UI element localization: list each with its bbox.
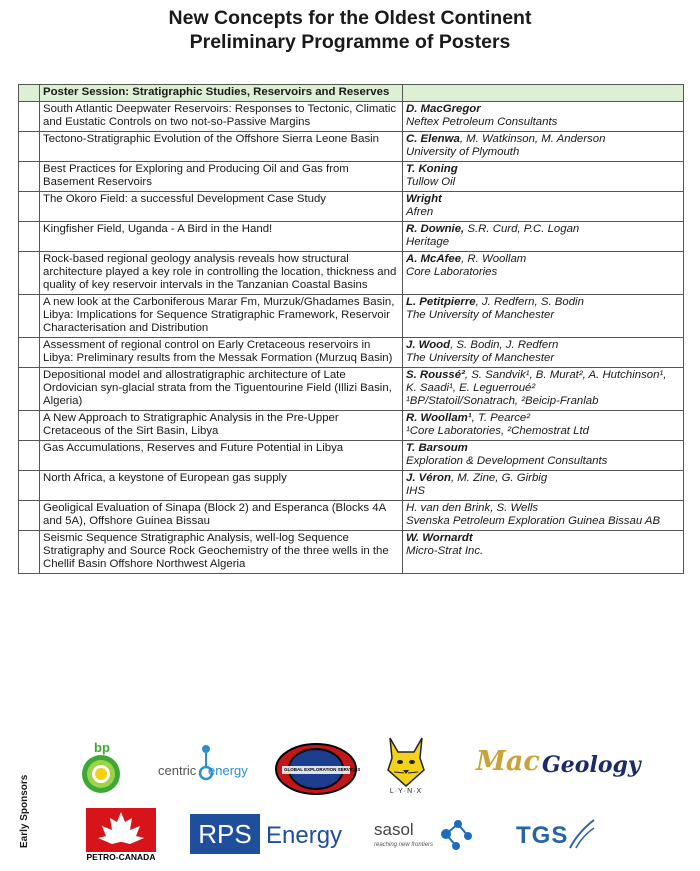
poster-authors: [403, 441, 684, 471]
row-marker: [19, 531, 40, 574]
poster-authors: [403, 132, 684, 162]
poster-title: South Atlantic Deepwater Reservoirs: Responses to Tectonic, Climatic and Eustatic Controls on two not-so-Passive Margins: [40, 102, 403, 132]
poster-title: Tectono-Stratigraphic Evolution of the Offshore Sierra Leone Basin: [40, 132, 403, 162]
lead-author: A. McAfee: [406, 253, 462, 265]
row-marker: [19, 501, 40, 531]
affiliation: University of Plymouth: [406, 146, 520, 158]
lynx-head-icon: [386, 736, 426, 788]
poster-row: [19, 338, 684, 368]
poster-table: [18, 84, 684, 574]
row-marker: [19, 192, 40, 222]
macgeology-geology: Geology: [542, 752, 641, 778]
affiliation: Heritage: [406, 236, 450, 248]
affiliation: ¹BP/Statoil/Sonatrach, ²Beicip-Franlab: [406, 395, 599, 407]
rps-energy-wordmark: Energy: [266, 822, 343, 849]
poster-title: North Africa, a keystone of European gas supply: [40, 471, 403, 501]
poster-row: [19, 295, 684, 338]
affiliation: Exploration & Development Consultants: [406, 455, 608, 467]
row-marker: [19, 132, 40, 162]
session-heading-blank: [403, 85, 684, 102]
lynx-logo: [386, 736, 426, 798]
affiliation: Micro-Strat Inc.: [406, 545, 484, 557]
row-marker: [19, 295, 40, 338]
poster-authors: [403, 102, 684, 132]
page-title: [0, 6, 700, 54]
poster-title: A new look at the Carboniferous Marar Fm, Murzuk/Ghadames Basin, Libya: Implications for Sequence Stratigraphic Framework, Reservoir Characterisation and Distribution: [40, 295, 403, 338]
rps-wordmark: RPS: [190, 814, 260, 854]
co-authors: , T. Pearce²: [471, 412, 531, 424]
title-line-1: New Concepts for the Oldest Continent: [168, 7, 532, 29]
lead-author: R. Woollam¹: [406, 412, 472, 424]
poster-row: [19, 411, 684, 441]
poster-row: [19, 531, 684, 574]
poster-title: A New Approach to Stratigraphic Analysis in the Pre-Upper Cretaceous of the Sirt Basin, Libya: [40, 411, 403, 441]
poster-row: [19, 252, 684, 295]
poster-authors: [403, 338, 684, 368]
poster-title: Rock-based regional geology analysis reveals how structural architecture played a key role in controlling the location, thickness and quality of key reservoir intervals in the Tanzanian Coastal Basins: [40, 252, 403, 295]
poster-authors: [403, 471, 684, 501]
sasol-wordmark: sasol: [374, 820, 414, 839]
poster-title: Gas Accumulations, Reserves and Future Potential in Libya: [40, 441, 403, 471]
tgs-wordmark: TGS: [516, 822, 569, 849]
affiliation: Svenska Petroleum Exploration Guinea Bissau AB: [406, 515, 661, 527]
poster-authors: [403, 295, 684, 338]
lynx-wordmark: L·Y·N·X: [389, 788, 423, 795]
poster-title: Seismic Sequence Stratigraphic Analysis, well-log Sequence Stratigraphy and Source Rock Geochemistry of the three wells in the Chellif Basin Offshore Northwest Algeria: [40, 531, 403, 574]
affiliation: Tullow Oil: [406, 176, 456, 188]
title-line-2: Preliminary Programme of Posters: [189, 31, 511, 53]
lead-author: D. MacGregor: [406, 103, 481, 115]
lead-author: T. Koning: [406, 163, 458, 175]
poster-authors: [403, 501, 684, 531]
poster-title: Kingfisher Field, Uganda - A Bird in the Hand!: [40, 222, 403, 252]
affiliation: Core Laboratories: [406, 266, 498, 278]
lead-author: C. Elenwa: [406, 133, 460, 145]
poster-title: The Okoro Field: a successful Development Case Study: [40, 192, 403, 222]
row-marker: [19, 102, 40, 132]
poster-title: Assessment of regional control on Early Cretaceous reservoirs in Libya: Preliminary results from the Messak Formation (Murzuq Basin): [40, 338, 403, 368]
lead-author: J. Véron: [406, 472, 451, 484]
poster-authors: [403, 192, 684, 222]
co-authors: , M. Zine, G. Girbig: [450, 472, 548, 484]
poster-authors: [403, 252, 684, 295]
row-marker: [19, 222, 40, 252]
rps-energy-logo: [190, 814, 344, 854]
row-marker: [19, 411, 40, 441]
poster-title: Depositional model and allostratigraphic architecture of Late Ordovician syn-glacial strata from the Tiguentourine Field (Illizi Basin, Algeria): [40, 368, 403, 411]
petro-canada-wordmark: PETRO-CANADA: [86, 852, 156, 862]
row-marker: [19, 368, 40, 411]
lead-author: J. Wood: [406, 339, 451, 351]
co-authors: , S. Sandvik¹, B. Murat², A. Hutchinson¹, K. Saadi¹, E. Leguerroué²: [406, 369, 667, 394]
session-header-row: [19, 85, 684, 102]
sasol-molecule-icon: [438, 816, 474, 852]
poster-authors: [403, 162, 684, 192]
tgs-logo: [516, 818, 596, 854]
centric-energy-wordmark: energy: [208, 763, 248, 778]
co-authors: , M. Watkinson, M. Anderson: [459, 133, 606, 145]
poster-authors: [403, 531, 684, 574]
macgeology-logo: [476, 746, 658, 786]
lead-author: S. Roussé²: [406, 369, 465, 381]
poster-row: [19, 501, 684, 531]
affiliation: The University of Manchester: [406, 309, 555, 321]
maple-leaf-icon: [86, 808, 156, 852]
poster-row: [19, 102, 684, 132]
row-marker: [19, 162, 40, 192]
row-marker: [19, 338, 40, 368]
row-marker: [19, 252, 40, 295]
poster-row: [19, 192, 684, 222]
sasol-logo: [374, 816, 474, 856]
sasol-tagline: reaching new frontiers: [374, 842, 434, 848]
co-authors: , S. Bodin, J. Redfern: [450, 339, 559, 351]
poster-row: [19, 441, 684, 471]
lead-author: L. Petitpierre: [406, 296, 476, 308]
poster-row: [19, 368, 684, 411]
affiliation: ¹Core Laboratories, ²Chemostrat Ltd: [406, 425, 589, 437]
poster-authors: [403, 222, 684, 252]
bp-helios-icon: [78, 754, 124, 794]
row-marker: [19, 441, 40, 471]
poster-authors: [403, 368, 684, 411]
global-exploration-text: GLOBAL EXPLORATION SERVICES: [284, 767, 361, 772]
centric-wordmark: centric: [158, 763, 197, 778]
co-authors: , J. Redfern, S. Bodin: [475, 296, 584, 308]
poster-row: [19, 222, 684, 252]
tgs-swoosh-icon: [566, 818, 596, 850]
row-marker: [19, 85, 40, 102]
co-authors: H. van den Brink, S. Wells: [406, 502, 539, 514]
poster-authors: [403, 411, 684, 441]
global-exploration-logo: [274, 742, 361, 796]
poster-title: Best Practices for Exploring and Producing Oil and Gas from Basement Reservoirs: [40, 162, 403, 192]
lead-author: Wright: [406, 193, 442, 205]
affiliation: Neftex Petroleum Consultants: [406, 116, 558, 128]
lead-author: R. Downie,: [406, 223, 465, 235]
row-marker: [19, 471, 40, 501]
bp-logo: [78, 742, 124, 794]
poster-row: [19, 162, 684, 192]
lead-author: W. Wornardt: [406, 532, 473, 544]
affiliation: Afren: [406, 206, 434, 218]
session-heading: Poster Session: Stratigraphic Studies, Reservoirs and Reserves: [40, 85, 403, 102]
sponsors-label: Early Sponsors: [19, 774, 30, 848]
poster-row: [19, 132, 684, 162]
co-authors: , R. Woollam: [461, 253, 527, 265]
co-authors: S.R. Curd, P.C. Logan: [464, 223, 580, 235]
poster-row: [19, 471, 684, 501]
lead-author: T. Barsoum: [406, 442, 468, 454]
macgeology-mac: Mac: [476, 746, 540, 777]
petro-canada-logo: [86, 808, 156, 864]
affiliation: IHS: [406, 485, 425, 497]
affiliation: The University of Manchester: [406, 352, 555, 364]
centric-energy-logo: [158, 743, 250, 793]
poster-title: Geoligical Evaluation of Sinapa (Block 2) and Esperanca (Blocks 4A and 5A), Offshore Guinea Bissau: [40, 501, 403, 531]
bp-wordmark: bp: [94, 740, 110, 755]
